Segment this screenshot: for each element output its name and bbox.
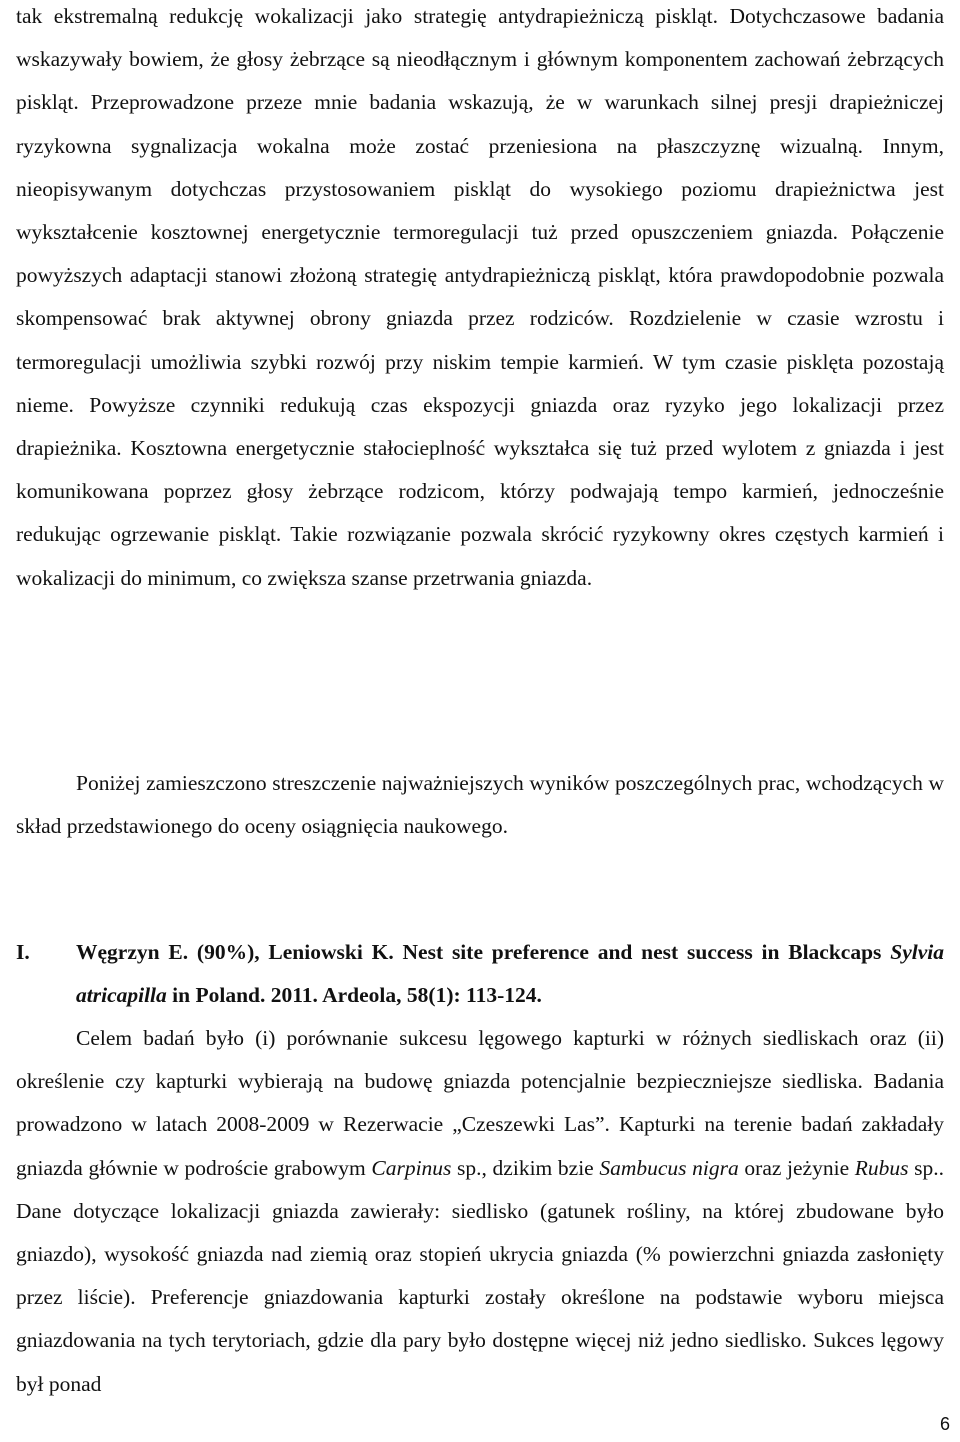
body-paragraph-1: tak ekstremalną redukcję wokalizacji jako strategię antydrapieżniczą piskląt. Dotychczasowe badania wskazywały bowiem, że głosy żebrzące są nieodłącznym i głównym komponentem zachowań żebrzących piskląt. Przeprowadzone przeze mnie badania wskazują, że w warunkach silnej presji drapieżniczej ryzykowna sygnalizacja wokalna może zostać przeniesiona na płaszczyznę wizualną. Innym, nieopisywanym dotychczas przystosowaniem piskląt do wysokiego poziomu drapieżnictwa jest wykształcenie kosztownej energetycznie termoregulacji tuż przed opuszczeniem gniazda. Połączenie powyższych adaptacji stanowi złożoną strategię antydrapieżniczą piskląt, która prawdopodobnie pozwala skompensować brak aktywnej obrony gniazda przez rodziców. Rozdzielenie w czasie wzrostu i termoregulacji umożliwia szybki rozwój przy niskim tempie karmień. W tym czasie pisklęta pozostają nieme. Powyższe czynniki redukują czas ekspozycji gniazda oraz ryzyko jego lokalizacji przez drapieżnika. Kosztowna energetycznie stałocieplność wykształca się tuż przed wylotem z gniazda i jest komunikowana poprzez głosy żebrzące rodzicom, którzy podwajają tempo karmień, jednocześnie redukując ogrzewanie piskląt. Takie rozwiązanie pozwala skrócić ryzykowny okres częstych karmień i wokalizacji do minimum, co zwiększa szanse przetrwania gniazda. — [16, 4, 944, 590]
summary-text-2: sp., dzikim bzie — [451, 1155, 600, 1180]
publication-citation — [76, 931, 944, 1017]
document-page — [16, 0, 944, 1442]
citation-text-end: in Poland. 2011. Ardeola, 58(1): 113-124. — [166, 983, 542, 1008]
publication-number: I. — [16, 940, 30, 964]
summary-text-4: sp.. Dane dotyczące lokalizacji gniazda zawierały: siedlisko (gatunek rośliny, na której zbudowane było gniazdo), wysokość gniazda nad ziemią oraz stopień ukrycia gniazda (% powierzchni gniazda zasłonięty przez liście). Preferencje gniazdowania kapturki zostały określone na podstawie wyboru miejsca gniazdowania na tych terytoriach, gdzie dla pary było dostępne więcej niż jedno siedlisko. Sukces lęgowy był ponad — [16, 1155, 945, 1396]
species-sambucus: Sambucus nigra — [599, 1155, 739, 1180]
citation-text-start: Węgrzyn E. (90%), Leniowski K. Nest site preference and nest success in Blackcaps — [76, 940, 891, 964]
summary-text-3: oraz jeżynie — [738, 1155, 855, 1180]
summary-paragraph — [16, 1017, 944, 1406]
body-paragraph-2: Poniżej zamieszczono streszczenie najważniejszych wyników poszczególnych prac, wchodzących w skład przedstawionego do oceny osiągnięcia naukowego. — [16, 771, 944, 839]
summary-text-1: Celem badań było (i) porównanie sukcesu lęgowego kapturki w różnych siedliskach oraz (ii) określenie czy kapturki wybierają na budowę gniazda potencjalnie bezpieczniejsze siedliska. Badania prowadzono w latach 2008-2009 w Rezerwacie „Czeszewki Las”. Kapturki na terenie badań zakładały gniazda głównie w podroście grabowym — [16, 1026, 944, 1180]
publication-heading — [16, 931, 944, 1017]
species-rubus: Rubus — [854, 1155, 909, 1180]
page-number: 6 — [939, 1414, 950, 1434]
citation-species: Sylvia atricapilla — [76, 940, 944, 1008]
species-carpinus: Carpinus — [371, 1155, 452, 1180]
